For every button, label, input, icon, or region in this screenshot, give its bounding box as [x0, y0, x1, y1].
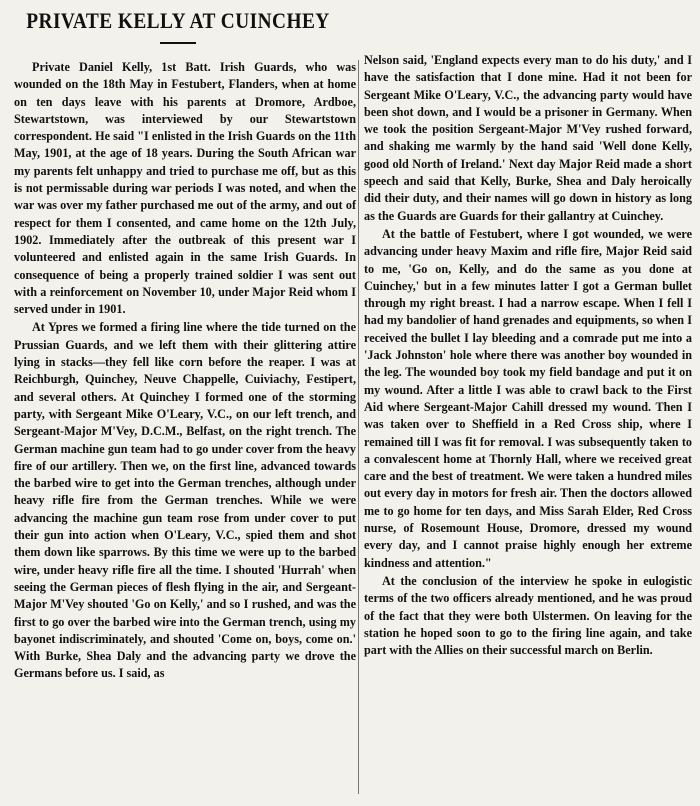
article-headline: PRIVATE KELLY AT CUINCHEY — [26, 8, 330, 33]
paragraph: At Ypres we formed a firing line where the tide turned on the Prussian Guards, and we left them with their glittering attire lying in stacks—they fell like corn before the reaper. I was at Reichburgh, Quinchey, Neuve Chappelle, Cuiviachy, Festipert, and several others. At Quinchey I formed one of the storming party, with Sergeant Mike O'Leary, V.C., on our left trench, and Sergeant-Major M'Vey, D.C.M., Belfast, on the right trench. The German machine gun team had to go under cover from the heavy fire of our artillery. Then we, on the first line, advanced towards the barbed wire to get into the German trenches, although under heavy rifle fire from the German trenches. While we were advancing the machine gun team rose from under cover to put their gun into action when O'Leary, V.C., spied them and shot them down like sparrows. By this time we were up to the barbed wire, under heavy rifle fire all the time. I shouted 'Hurrah' when seeing the German pieces of flesh flying in the air, and Sergeant-Major M'Vey shouted 'Go on Kelly,' and so I rushed, and was the first to go over the barbed wire into the German trench, using my bayonet indiscriminately, and shouted 'Come on, boys, come on.' With Burke, Shea Daly and the advancing party we drove the Germans before us. I said, as — [14, 320, 356, 681]
paragraph: At the conclusion of the interview he spoke in eulogistic terms of the two officers already mentioned, and he was proud of the fact that they were both Ulstermen. On leaving for the station he hoped soon to go to the firing line again, and take part with the Allies on their successful march on Berlin. — [364, 573, 692, 658]
paragraph: At the battle of Festubert, where I got wounded, we were advancing under heavy Maxim and rifle fire, Major Reid said to me, 'Go on, Kelly, and do the same as you done at Cuinchey,' but in a few minutes latter I got a German bullet through my right breast. I had a narrow escape. When I fell I had my bandolier of hand grenades and equipments, so when I received the bullet I lay bleeding and a comrade put me into a 'Jack Johnston' hole where there was another boy wounded in the leg. The wounded boy took my field bandage and put it on my wound. After a little I was able to crawl back to the First Aid where Sergeant-Major Cahill dressed my wound. Then I was taken over to Sheffield in a Red Cross ship, where I remained till I was fit for removal. I was subsequently taken to a convalescent home at Thornly Hall, where we received great care and the best of treatment. We were taken a hundred miles out every day in motors for fresh air. Then the doctors allowed me to go home for ten days, and Miss Sarah Elder, Red Cross nurse, of Rosemount House, Dromore, dressed my wound every day, and I cannot praise highly enough her extreme kindness and attention." — [364, 226, 692, 570]
right-column — [364, 52, 692, 798]
paragraph: Private Daniel Kelly, 1st Batt. Irish Guards, who was wounded on the 18th May in Festubert, Flanders, when at home on ten days leave with his parents at Dromore, Ardboe, Stewartstown, was interviewed by our Stewartstown correspondent. He said "I enlisted in the Irish Guards on the 11th May, 1901, at the age of 18 years. During the South African war my parents felt unhappy and tried to purchase me off, but as this is not permissable during war periods I was noted, and when the war was over my father purchased me out of the army, and out of respect for them I consented, and came home on the 12th July, 1902. Immediately after the outbreak of this present war I volunteered and enlisted again in the same Irish Guards. In consequence of being a properly trained soldier I was sent out with a reinforcement on November 10, under Major Reid whom I served under in 1901. — [14, 60, 356, 317]
headline-rule — [160, 42, 196, 44]
paragraph: Nelson said, 'England expects every man to do his duty,' and I have the satisfaction that I done mine. Had it not been for Sergeant Mike O'Leary, V.C., the advancing party would have been shot down, and I would be a prisoner in Germany. When we took the position Sergeant-Major M'Vey rushed forward, and shaking me warmly by the hand said 'Well done Kelly, good old North of Ireland.' Next day Major Reid made a short speech and said that Kelly, Burke, Shea and Daly heroically did their duty, and their names will go down in history as long as the Guards are Guards for their gallantry at Cuinchey. — [364, 53, 692, 223]
column-divider — [358, 60, 359, 794]
left-column — [14, 59, 356, 798]
